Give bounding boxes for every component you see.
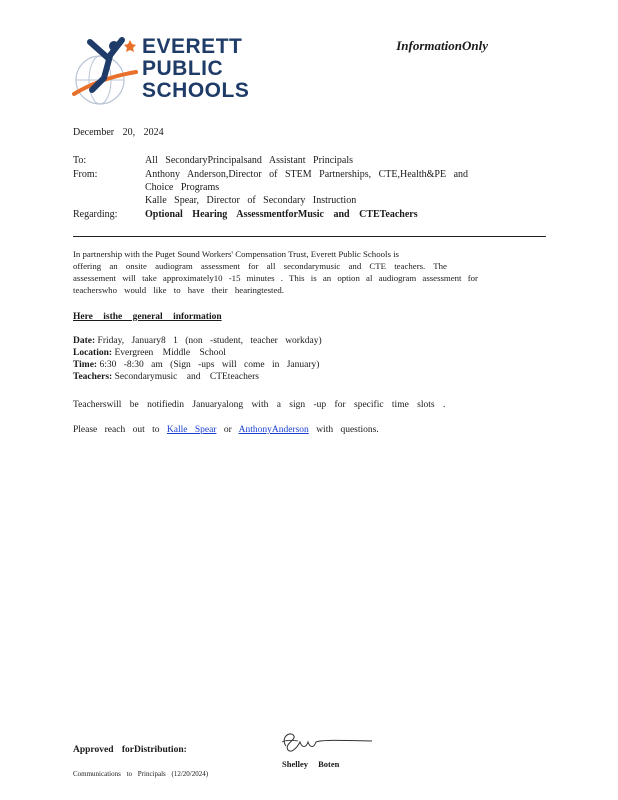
district-logo xyxy=(70,34,260,112)
header-divider xyxy=(73,236,546,237)
detail-teachers-value: Secondarymusic and CTEteachers xyxy=(114,372,259,382)
intro-line-2: offering an onsite audiogram assessment for all secondarymusic and CTE teachers. The xyxy=(73,261,447,271)
detail-time xyxy=(73,360,319,370)
detail-location-label: Location: xyxy=(73,348,113,358)
notification-text: Teacherswill be notifiedin Januaryalong with a sign -up for specific time slots . xyxy=(73,400,446,410)
intro-line-4: teacherswho would like to have their hearingtested. xyxy=(73,285,285,295)
contact-or: or xyxy=(223,425,232,435)
detail-date xyxy=(73,336,322,346)
detail-date-label: Date: xyxy=(73,336,96,346)
logo-line-1: EVERETT xyxy=(142,35,243,58)
contact-suffix: with questions. xyxy=(316,425,379,435)
to-label: To: xyxy=(73,155,87,166)
regarding-value: Optional Hearing AssessmentforMusic and CTETeachers xyxy=(145,209,418,220)
logo-line-3: SCHOOLS xyxy=(142,79,250,102)
detail-date-value: Friday, January8 1 (non -student, teacher workday) xyxy=(97,336,322,346)
logo-line-2: PUBLIC xyxy=(142,57,224,80)
general-info-heading: Here isthe general information xyxy=(73,312,222,322)
to-value: All SecondaryPrincipalsand Assistant Principals xyxy=(145,155,354,166)
intro-line-1: In partnership with the Puget Sound Workers' Compensation Trust, Everett Public Schools is xyxy=(73,249,399,259)
information-only-tag: InformationOnly xyxy=(396,38,488,53)
kalle-spear-link[interactable]: Kalle Spear xyxy=(166,425,217,435)
swimmer-globe-icon xyxy=(70,34,142,112)
detail-time-label: Time: xyxy=(73,360,98,370)
regarding-label: Regarding: xyxy=(73,209,118,220)
detail-teachers xyxy=(73,372,259,382)
detail-location xyxy=(73,348,226,358)
approved-for-distribution: Approved forDistribution: xyxy=(73,745,187,755)
logo-wordmark xyxy=(142,36,249,102)
intro-line-3: assessement will take approximately10 -15 minutes . This is an option al audiogram assessment for xyxy=(73,273,478,283)
from-label: From: xyxy=(73,169,98,180)
from-line-1: Anthony Anderson,Director of STEM Partnerships, CTE,Health&PE and xyxy=(145,169,469,180)
anthony-anderson-link[interactable]: AnthonyAnderson xyxy=(238,425,309,435)
signer-name: Shelley Boten xyxy=(282,759,340,769)
from-line-3: Kalle Spear, Director of Secondary Instruction xyxy=(145,195,357,206)
signature-image xyxy=(276,728,376,756)
detail-time-value: 6:30 -8:30 am (Sign -ups will come in January) xyxy=(99,360,320,370)
footer-text: Communications to Principals (12/20/2024) xyxy=(73,770,209,778)
contact-line xyxy=(73,425,379,435)
from-line-2: Choice Programs xyxy=(145,182,220,193)
contact-prefix: Please reach out to xyxy=(73,425,160,435)
memo-date: December 20, 2024 xyxy=(73,127,164,138)
detail-location-value: Evergreen Middle School xyxy=(114,348,226,358)
detail-teachers-label: Teachers: xyxy=(73,372,113,382)
